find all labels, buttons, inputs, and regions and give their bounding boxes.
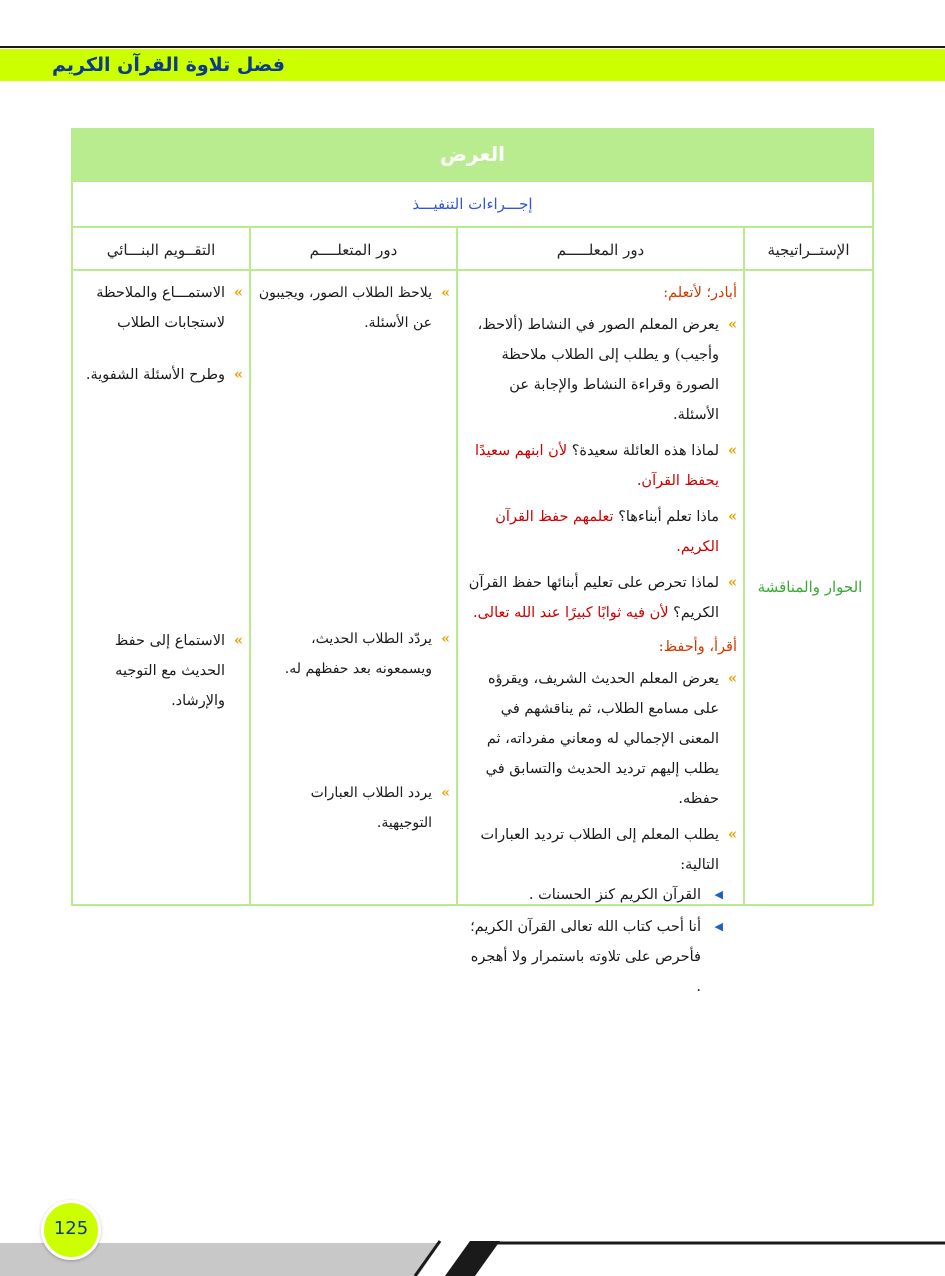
item-text: الاستمـــاع والملاحظة لاستجابات الطلاب — [96, 285, 225, 331]
bullet-icon: » — [233, 284, 243, 301]
bullet-icon: » — [727, 826, 737, 843]
list-item — [78, 626, 243, 716]
strategy-value: الحوار والمناقشة — [757, 578, 863, 596]
lesson-table — [71, 128, 874, 995]
procedures-row — [73, 182, 872, 228]
triangle-bullet-icon: ◀ — [714, 920, 723, 933]
bullet-icon: » — [727, 442, 737, 459]
question-text: لماذا تحرص على تعليم أبنائها حفظ القرآن الكريم؟ — [468, 575, 719, 621]
phrase-item — [465, 912, 737, 1002]
item-text: يلاحظ الطلاب الصور، ويجيبون عن الأسئلة. — [258, 285, 432, 331]
item-text: يردد الطلاب العبارات التوجيهية. — [310, 785, 432, 831]
list-item — [465, 568, 737, 628]
assessment-cell — [78, 278, 243, 390]
phrase-text: أنا أحب كتاب الله تعالى القرآن الكريم؛ فأحرص على تلاوته باستمرار ولا أهجره . — [470, 919, 701, 995]
list-item — [465, 664, 737, 814]
column-divider — [249, 228, 251, 906]
footer-decoration — [0, 1240, 945, 1276]
answer-text: تعلمهم حفظ القرآن الكريم. — [495, 509, 719, 555]
question-text: ماذا تعلم أبناءها؟ — [618, 509, 719, 525]
top-rule — [0, 46, 945, 48]
bullet-icon: » — [441, 785, 450, 801]
column-header-strategy: الإستــراتيجية — [767, 241, 850, 259]
item-text: يردّد الطلاب الحديث، ويسمعونه بعد حفظهم له. — [284, 631, 432, 677]
column-header-assessment: التقــويم البنـــائي — [106, 241, 216, 259]
page-number-badge — [41, 1200, 101, 1260]
list-item — [465, 436, 737, 496]
list-item — [256, 624, 450, 684]
list-item — [78, 278, 243, 338]
list-item — [256, 778, 450, 838]
section-header — [73, 130, 872, 182]
column-divider — [743, 228, 745, 906]
section-heading: أبادر؛ لأتعلم: — [663, 285, 737, 301]
answer-text: لأن ابنهم سعيدًا يحفظ القرآن. — [475, 443, 719, 489]
answer-text: لأن فيه ثوابًا كبيرًا عند الله تعالى. — [472, 605, 669, 621]
list-item — [465, 502, 737, 562]
bullet-icon: » — [441, 631, 450, 647]
list-item — [78, 360, 243, 390]
phrase-text: القرآن الكريم كنز الحسنات . — [528, 887, 701, 903]
bullet-icon: » — [441, 285, 450, 301]
triangle-bullet-icon: ◀ — [714, 888, 723, 901]
question-text: لماذا هذه العائلة سعيدة؟ — [571, 443, 719, 459]
list-item — [465, 310, 737, 430]
item-text: يعرض المعلم الصور في النشاط (ألاحظ، وأجيب) و يطلب إلى الطلاب ملاحظة الصورة وقراءة النشاط والإجابة عن الأسئلة. — [477, 317, 719, 423]
section-heading: أقرأ، وأحفظ: — [658, 639, 737, 655]
item-text: يطلب المعلم إلى الطلاب ترديد العبارات التالية: — [480, 827, 719, 873]
bullet-icon: » — [727, 316, 737, 333]
bullet-icon: » — [727, 670, 737, 687]
item-text: يعرض المعلم الحديث الشريف، ويقرؤه على مسامع الطلاب، ثم يناقشهم في المعنى الإجمالي له ومعاني مفرداته، ثم يطلب إليهم ترديد الحديث والتسابق في حفظه. — [485, 671, 719, 807]
student-role-cell — [256, 624, 450, 684]
item-text: الاستماع إلى حفظ الحديث مع التوجيه والإرشاد. — [114, 633, 225, 709]
chapter-title: فضل تلاوة القرآن الكريم — [52, 54, 285, 76]
list-item — [256, 278, 450, 338]
student-role-cell — [256, 278, 450, 338]
procedures-title: إجـــراءات التنفيـــذ — [412, 195, 533, 213]
column-header-divider — [73, 269, 872, 271]
teacher-role-cell — [465, 278, 737, 1002]
item-text: وطرح الأسئلة الشفوية. — [85, 367, 225, 383]
list-item — [465, 820, 737, 880]
assessment-cell — [78, 626, 243, 716]
section-title: العرض — [440, 142, 505, 166]
column-header-teacher-role: دور المعلـــــم — [556, 241, 645, 259]
bullet-icon: » — [727, 574, 737, 591]
bullet-icon: » — [233, 632, 243, 649]
column-divider — [456, 228, 458, 906]
footer-black-tab — [445, 1241, 500, 1276]
bullet-icon: » — [727, 508, 737, 525]
student-role-cell — [256, 778, 450, 838]
bullet-icon: » — [233, 366, 243, 383]
phrase-item — [465, 880, 737, 910]
column-header-student-role: دور المتعلــــم — [309, 241, 398, 259]
chapter-banner — [0, 49, 945, 81]
page-number: 125 — [53, 1218, 89, 1239]
